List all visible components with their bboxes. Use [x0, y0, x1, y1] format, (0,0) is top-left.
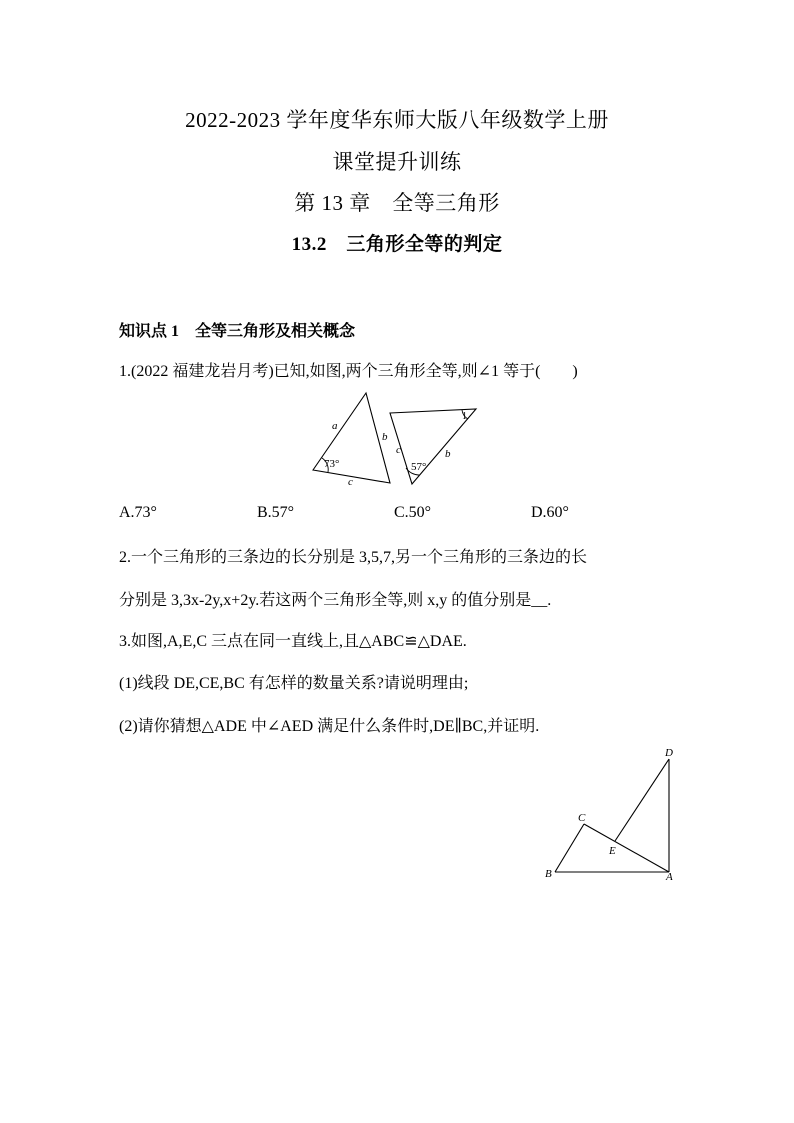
angle-1-label: 1	[462, 411, 467, 422]
question-1-figure	[300, 388, 490, 493]
choice-b: B.57°	[257, 504, 295, 521]
question-3-stem: 3.如图,A,E,C 三点在同一直线上,且△ABC≌△DAE.	[119, 633, 467, 650]
title-course: 2022-2023 学年度华东师大版八年级数学上册	[185, 108, 609, 132]
choice-a: A.73°	[119, 504, 157, 521]
question-3-part-2: (2)请你猜想△ADE 中∠AED 满足什么条件时,DE∥BC,并证明.	[119, 718, 540, 735]
choice-d: D.60°	[531, 504, 569, 521]
segment-CA	[584, 824, 669, 872]
left-label-a: a	[332, 420, 338, 432]
point-label-D: D	[665, 747, 673, 759]
question-3-part-1: (1)线段 DE,CE,BC 有怎样的数量关系?请说明理由;	[119, 675, 469, 692]
question-1-stem: 1.(2022 福建龙岩月考)已知,如图,两个三角形全等,则∠1 等于( )	[119, 363, 578, 380]
question-2-line-2: 分别是 3,3x-2y,x+2y.若这两个三角形全等,则 x,y 的值分别是__.	[119, 592, 552, 609]
title-section: 13.2 三角形全等的判定	[291, 234, 503, 255]
point-label-E: E	[609, 845, 616, 857]
question-3-figure	[540, 740, 690, 885]
title-subtitle: 课堂提升训练	[332, 150, 462, 174]
knowledge-point-heading: 知识点 1 全等三角形及相关概念	[119, 323, 356, 340]
left-label-c: c	[348, 476, 353, 488]
segment-DE	[615, 759, 669, 841]
point-label-B: B	[545, 868, 552, 880]
right-label-c: c	[396, 444, 401, 456]
point-label-C: C	[578, 812, 586, 824]
question-2-line-1: 2.一个三角形的三条边的长分别是 3,5,7,另一个三角形的三条边的长	[119, 549, 588, 566]
right-angle-label: 57°	[411, 461, 427, 473]
left-label-b: b	[382, 431, 388, 443]
segment-BC	[555, 824, 584, 872]
point-label-A: A	[666, 871, 673, 883]
right-label-b: b	[445, 448, 451, 460]
left-angle-label: 73°	[324, 458, 340, 470]
title-chapter: 第 13 章 全等三角形	[294, 191, 500, 215]
choice-c: C.50°	[394, 504, 432, 521]
